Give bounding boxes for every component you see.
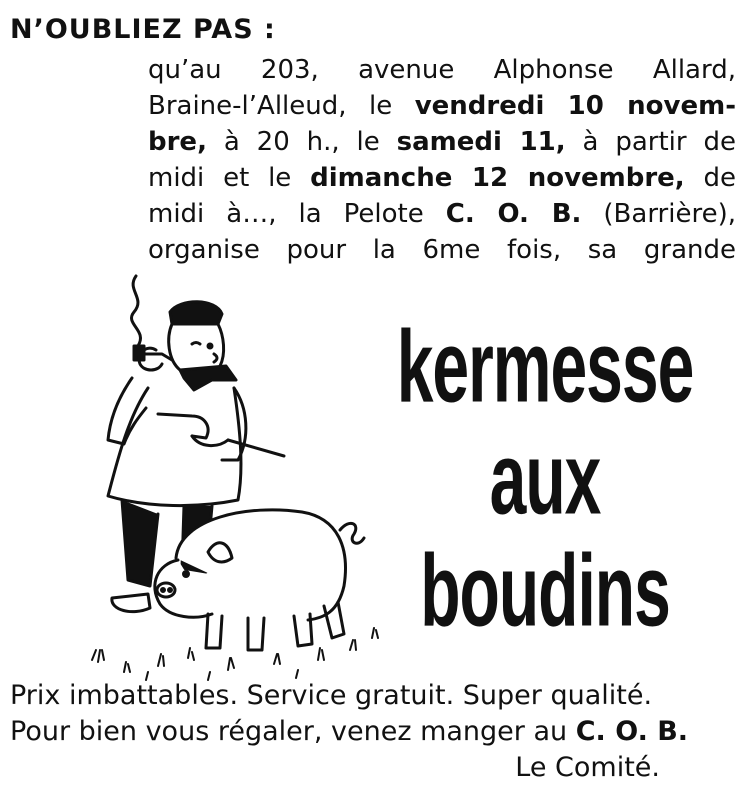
friday-date-end: bre, [148,127,207,157]
intro-line-2 [148,88,736,124]
club-name: C. O. B. [575,716,689,747]
intro-line-5 [148,196,736,232]
intro-text: midi et le [148,163,311,193]
friday-date: vendredi 10 novem- [414,91,736,121]
intro-text: (Barrière), [581,199,736,229]
event-title [395,310,695,646]
butcher-and-pig-illustration [88,268,388,688]
saturday-date: samedi 11, [396,127,566,157]
sunday-date: dimanche 12 novembre, [310,163,685,193]
intro-text: à 20 h., le [206,127,397,157]
intro-text: à partir de [565,127,736,157]
footer-text: Pour bien vous régaler, venez manger au [10,716,576,747]
event-title-line-2: aux [489,420,601,536]
signature: Le Comité. [515,752,660,783]
intro-line-3 [148,124,736,160]
intro-text: Braine-l’Alleud, le [148,91,415,121]
intro-text: de [684,163,737,193]
footer-line-1: Prix imbattables. Service gratuit. Super qualité. [10,680,653,711]
intro-text: midi à…, la Pelote [148,199,446,229]
intro-paragraph [148,52,736,268]
footer [10,678,740,786]
event-title-line-3: boudins [420,532,670,648]
event-title-line-1: kermesse [396,308,694,424]
footer-line-2 [10,714,740,750]
intro-line-6: organise pour la 6me fois, sa grande [148,235,736,265]
headline: N’OUBLIEZ PAS : [10,14,276,45]
club-name: C. O. B. [445,199,582,229]
intro-line-1: qu’au 203, avenue Alphonse Allard, [148,55,736,85]
intro-line-4 [148,160,736,196]
